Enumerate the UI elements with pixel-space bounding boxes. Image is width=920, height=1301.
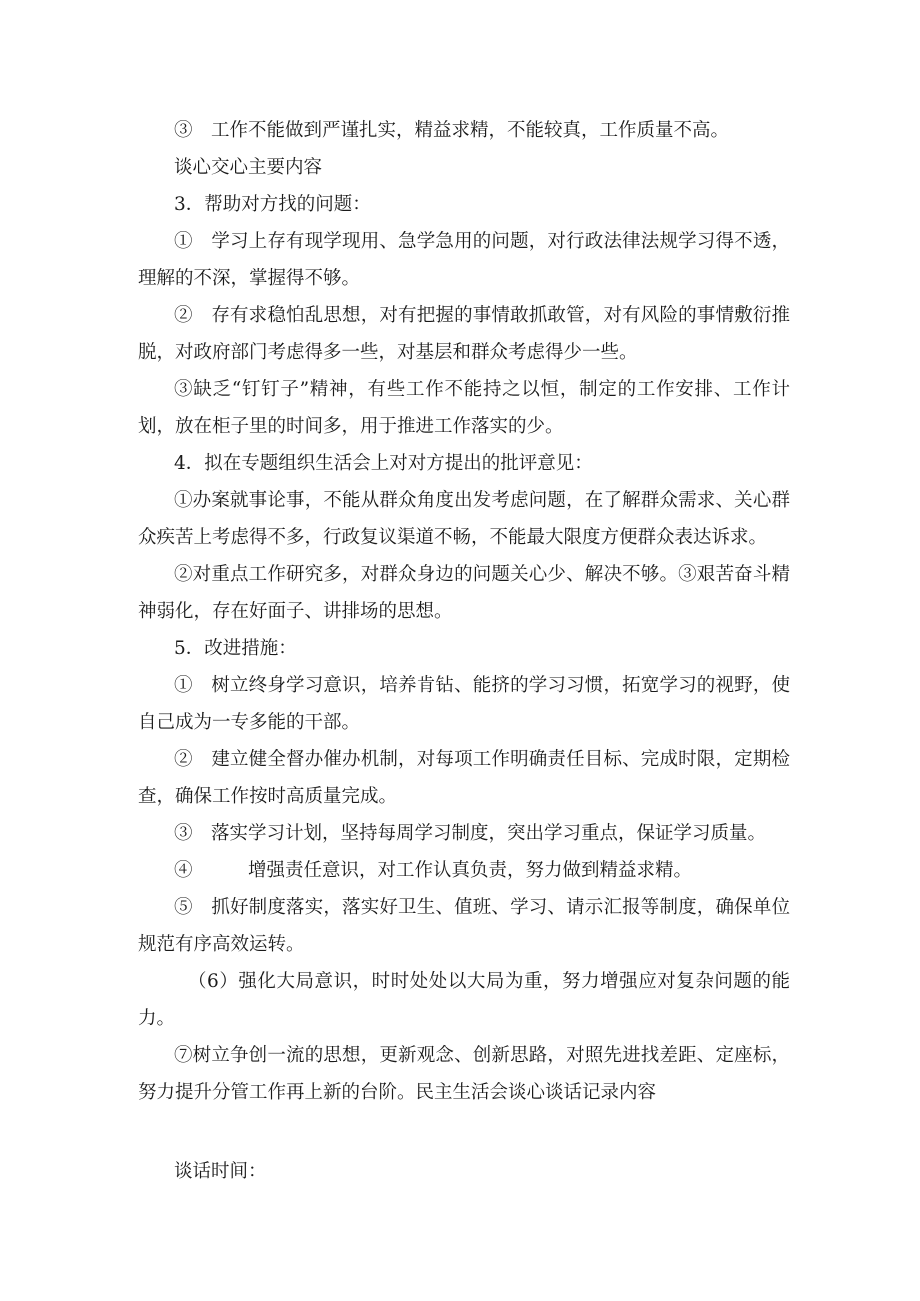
paragraph-measure-1: ① 树立终身学习意识，培养肯钻、能挤的学习习惯，拓宽学习的视野，使自己成为一专多能的干部。	[138, 675, 790, 733]
paragraph-problem-1: ① 学习上存有现学现用、急学急用的问题，对行政法律法规学习得不透，理解的不深，掌握得不够。	[138, 231, 790, 289]
paragraph-measure-5: ⑤ 抓好制度落实，落实好卫生、值班、学习、请示汇报等制度，确保单位规范有序高效运转。	[138, 897, 790, 955]
paragraph-measure-3: ③ 落实学习计划，坚持每周学习制度，突出学习重点，保证学习质量。	[174, 823, 767, 844]
paragraph-criticism-1: ①办案就事论事，不能从群众角度出发考虑问题，在了解群众需求、关心群众疾苦上考虑得不多，行政复议渠道不畅，不能最大限度方便群众表达诉求。	[138, 490, 790, 548]
paragraph-point-3-quality: ③ 工作不能做到严谨扎实，精益求精，不能较真，工作质量不高。	[174, 120, 730, 141]
paragraph-criticism-2: ②对重点工作研究多，对群众身边的问题关心少、解决不够。③艰苦奋斗精神弱化，存在好面子、讲排场的思想。	[138, 564, 790, 622]
heading-section-3: 3．帮助对方找的问题：	[174, 194, 371, 215]
paragraph-problem-2: ② 存有求稳怕乱思想，对有把握的事情敢抓敢管，对有风险的事情敷衍推脱，对政府部门考虑得多一些，对基层和群众考虑得少一些。	[138, 305, 790, 363]
paragraph-problem-3: ③缺乏“钉钉子”精神，有些工作不能持之以恒，制定的工作安排、工作计划，放在柜子里的时间多，用于推进工作落实的少。	[138, 379, 790, 437]
paragraph-measure-7: ⑦树立争创一流的思想，更新观念、创新思路，对照先进找差距、定座标，努力提升分管工作再上新的台阶。民主生活会谈心谈话记录内容	[138, 1045, 790, 1103]
talk-time-label: 谈话时间：	[174, 1161, 267, 1182]
paragraph-measure-2: ② 建立健全督办催办机制，对每项工作明确责任目标、完成时限，定期检查，确保工作按时高质量完成。	[138, 749, 790, 807]
blank-line	[138, 1111, 790, 1153]
heading-section-5: 5．改进措施：	[174, 638, 297, 659]
paragraph-measure-4: ④ 增强责任意识，对工作认真负责，努力做到精益求精。	[174, 860, 693, 881]
heading-talk-content: 谈心交心主要内容	[174, 157, 323, 178]
heading-section-4: 4．拟在专题组织生活会上对对方提出的批评意见：	[174, 453, 593, 474]
document-body	[138, 112, 790, 1190]
paragraph-measure-6: （6）强化大局意识，时时处处以大局为重，努力增强应对复杂问题的能力。	[138, 971, 790, 1029]
